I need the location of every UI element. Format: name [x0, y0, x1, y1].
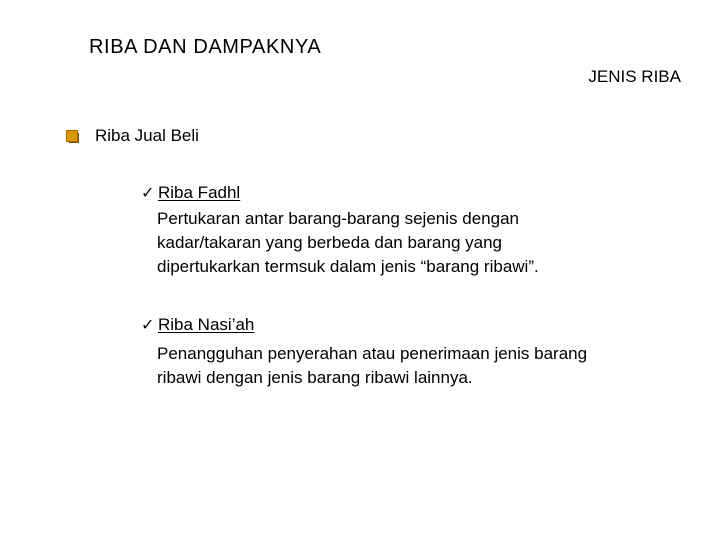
checkmark-icon: ✓ [141, 317, 155, 334]
slide-title: RIBA DAN DAMPAKNYA [89, 36, 322, 58]
sub-item-riba-nasiah [141, 315, 254, 335]
sub-item-riba-fadhl [141, 183, 240, 203]
description-line: Pertukaran antar barang-barang sejenis dengan [157, 209, 519, 228]
description-line: ribawi dengan jenis barang ribawi lainnya. [157, 368, 473, 387]
checkmark-icon: ✓ [141, 185, 155, 202]
description-line: kadar/takaran yang berbeda dan barang yang [157, 233, 502, 252]
main-bullet-text: Riba Jual Beli [95, 126, 199, 145]
description-line: dipertukarkan termsuk dalam jenis “barang ribawi”. [157, 257, 539, 276]
square-bullet-icon [66, 129, 80, 143]
slide-subtitle: JENIS RIBA [588, 67, 681, 86]
sub-item-description [157, 207, 539, 279]
main-bullet [66, 126, 199, 146]
description-line: Penangguhan penyerahan atau penerimaan jenis barang [157, 344, 588, 363]
sub-item-label: Riba Fadhl [158, 183, 241, 202]
sub-item-description [157, 342, 587, 390]
sub-item-label: Riba Nasi’ah [158, 315, 255, 334]
